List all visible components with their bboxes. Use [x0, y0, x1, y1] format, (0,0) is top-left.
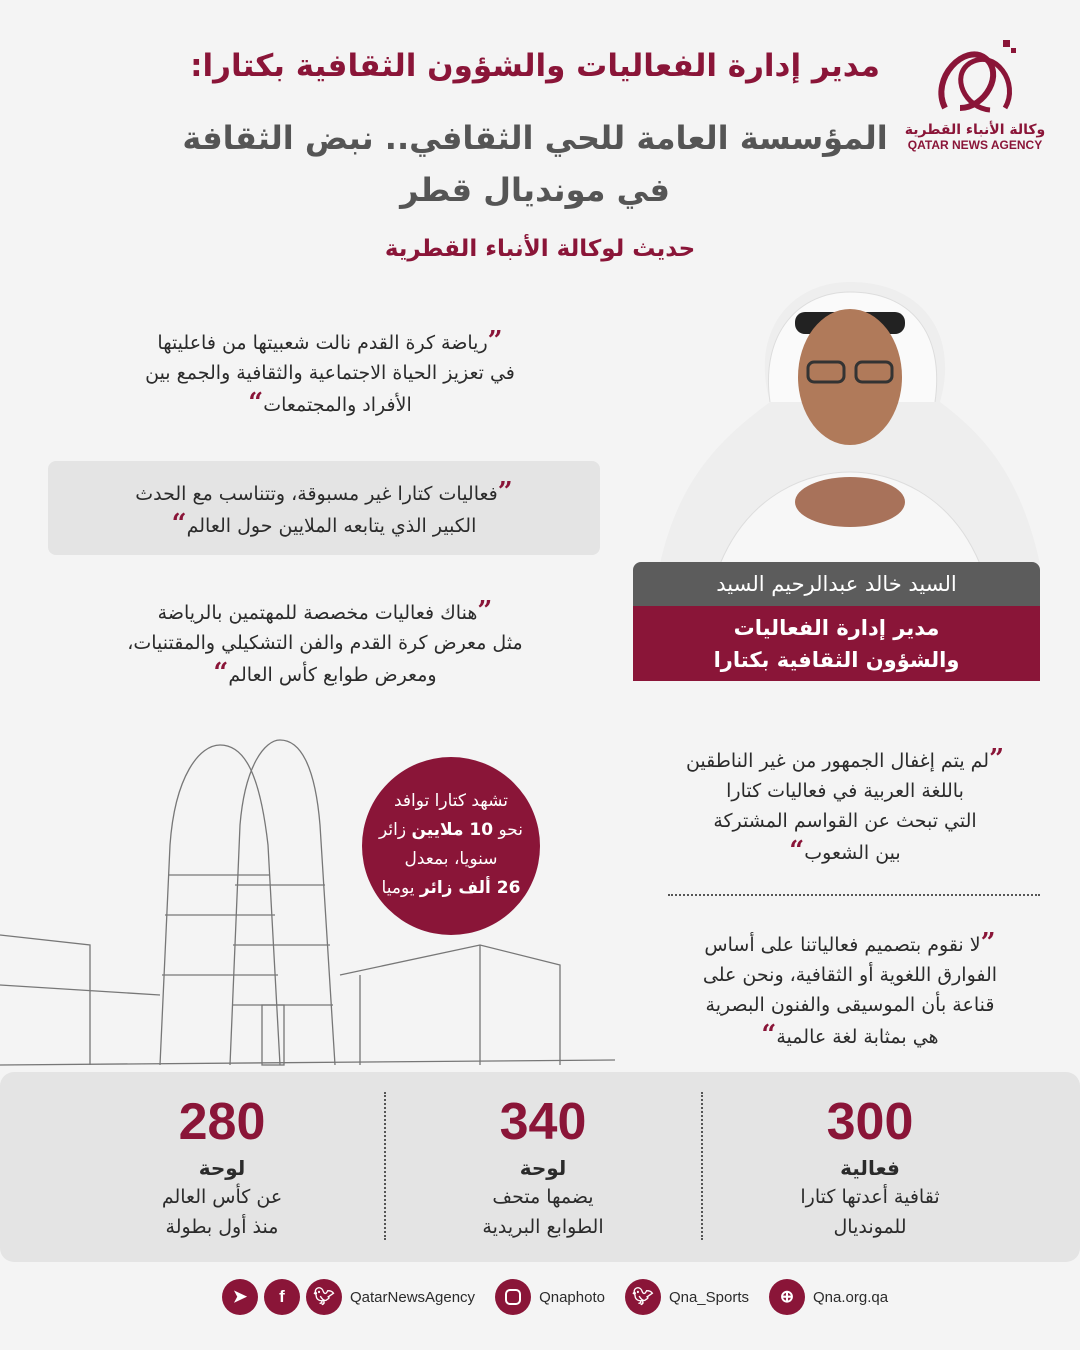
telegram-icon[interactable]: ➤: [222, 1279, 258, 1315]
subtitle: [180, 112, 890, 216]
byline: حديث لوكالة الأنباء القطرية: [384, 236, 696, 262]
social-footer: [222, 1278, 902, 1316]
stat-events: [720, 1090, 1020, 1242]
quote-non-arabic: [640, 744, 1050, 868]
quote-line: هي بمثابة لغة عالمية: [776, 1026, 939, 1048]
logo-arabic: وكالة الأنباء القطرية: [904, 122, 1046, 138]
stat-number: 300: [826, 1093, 914, 1151]
visitors-line: سنويا، بمعدل: [404, 849, 498, 869]
portrait-photo: [660, 272, 1040, 564]
stat-stamps: [393, 1090, 693, 1242]
quote-exhibitions: [70, 596, 580, 690]
katara-tower-sketch: [0, 735, 620, 1075]
open-quote-icon: ”: [989, 744, 1005, 774]
close-quote-icon: “: [789, 836, 805, 866]
stat-number: 340: [499, 1093, 587, 1151]
person-name: السيد خالد عبدالرحيم السيد: [633, 562, 1040, 606]
quote-football: [80, 326, 580, 420]
stat-divider: [701, 1092, 703, 1240]
quote-line: الكبير الذي يتابعه الملايين حول العالم: [186, 515, 477, 537]
person-role: [633, 606, 1040, 681]
stat-desc: للمونديال: [833, 1216, 907, 1238]
quote-line: باللغة العربية في فعاليات كتارا: [726, 780, 964, 802]
stat-number: 280: [178, 1093, 266, 1151]
stat-desc: ثقافية أعدتها كتارا: [800, 1186, 940, 1208]
visitors-line: تشهد كتارا توافد: [393, 791, 509, 811]
quote-line: لا نقوم بتصميم فعالياتنا على أساس: [704, 934, 981, 956]
instagram-icon[interactable]: [495, 1279, 531, 1315]
open-quote-icon: ”: [980, 928, 996, 958]
dotted-divider: [668, 894, 1040, 896]
visitors-daily: 26 ألف زائر: [419, 878, 521, 898]
page-title: مدير إدارة الفعاليات والشؤون الثقافية بكتارا:: [190, 48, 880, 84]
stat-desc: عن كأس العالم: [161, 1186, 283, 1208]
stat-unit: لوحة: [519, 1156, 567, 1180]
facebook-icon[interactable]: f: [264, 1279, 300, 1315]
handle-qatarnewsagency[interactable]: QatarNewsAgency: [350, 1288, 476, 1306]
logo-english: QATAR NEWS AGENCY: [907, 138, 1043, 152]
stat-unit: لوحة: [198, 1156, 246, 1180]
visitors-text: نحو: [493, 820, 523, 840]
stat-desc: منذ أول بطولة: [165, 1216, 279, 1238]
website-link[interactable]: Qna.org.qa: [813, 1288, 889, 1306]
stat-desc: يضمها متحف: [492, 1186, 594, 1208]
role-line: مدير إدارة الفعاليات: [733, 616, 940, 640]
quote-katara-events: [48, 461, 600, 555]
open-quote-icon: ”: [497, 477, 513, 507]
twitter-icon[interactable]: 🐦︎: [306, 1279, 342, 1315]
quote-line: لم يتم إغفال الجمهور من غير الناطقين: [685, 750, 990, 772]
handle-qnaphoto[interactable]: Qnaphoto: [539, 1288, 605, 1306]
quote-line: ومعرض طوابع كأس العالم: [228, 664, 437, 686]
qna-logo-icon: [925, 38, 1025, 118]
stat-divider: [384, 1092, 386, 1240]
quote-line: الفوارق اللغوية أو الثقافية، ونحن على: [702, 964, 998, 986]
stat-desc: الطوابع البريدية: [482, 1216, 604, 1238]
quote-line: الأفراد والمجتمعات: [263, 394, 412, 416]
quote-line: التي تبحث عن القواسم المشتركة: [713, 810, 977, 832]
handle-qna-sports[interactable]: Qna_Sports: [668, 1288, 749, 1306]
quote-universal-language: [650, 928, 1050, 1052]
close-quote-icon: “: [248, 388, 264, 418]
subtitle-line: المؤسسة العامة للحي الثقافي.. نبض الثقافة: [182, 119, 888, 157]
visitors-text: زائر: [378, 820, 412, 840]
quote-line: بين الشعوب: [804, 842, 901, 864]
quote-line: مثل معرض كرة القدم والفن التشكيلي والمقتنيات،: [127, 632, 523, 654]
subtitle-line: في مونديال قطر: [400, 171, 670, 209]
stat-worldcup-paintings: [72, 1090, 372, 1242]
quote-line: رياضة كرة القدم نالت شعبيتها من فاعليتها: [157, 332, 488, 354]
quote-line: هناك فعاليات مخصصة للمهتمين بالرياضة: [157, 602, 478, 624]
role-line: والشؤون الثقافية بكتارا: [713, 648, 960, 672]
quote-line: في تعزيز الحياة الاجتماعية والثقافية والجمع بين: [145, 362, 515, 384]
close-quote-icon: “: [171, 509, 187, 539]
open-quote-icon: ”: [477, 596, 493, 626]
qna-logo: [900, 38, 1050, 152]
close-quote-icon: “: [761, 1020, 777, 1050]
twitter-icon[interactable]: 🐦︎: [625, 1279, 661, 1315]
visitors-annual: 10 ملايين: [411, 820, 494, 840]
stat-unit: فعالية: [840, 1156, 900, 1180]
quote-line: فعاليات كتارا غير مسبوقة، وتتناسب مع الحدث: [135, 483, 498, 505]
visitors-circle: [362, 757, 540, 935]
globe-icon[interactable]: ⊕: [769, 1279, 805, 1315]
quote-line: قناعة بأن الموسيقى والفنون البصرية: [705, 994, 995, 1016]
open-quote-icon: ”: [487, 326, 503, 356]
close-quote-icon: “: [213, 658, 229, 688]
visitors-text: يوميا: [381, 878, 420, 898]
